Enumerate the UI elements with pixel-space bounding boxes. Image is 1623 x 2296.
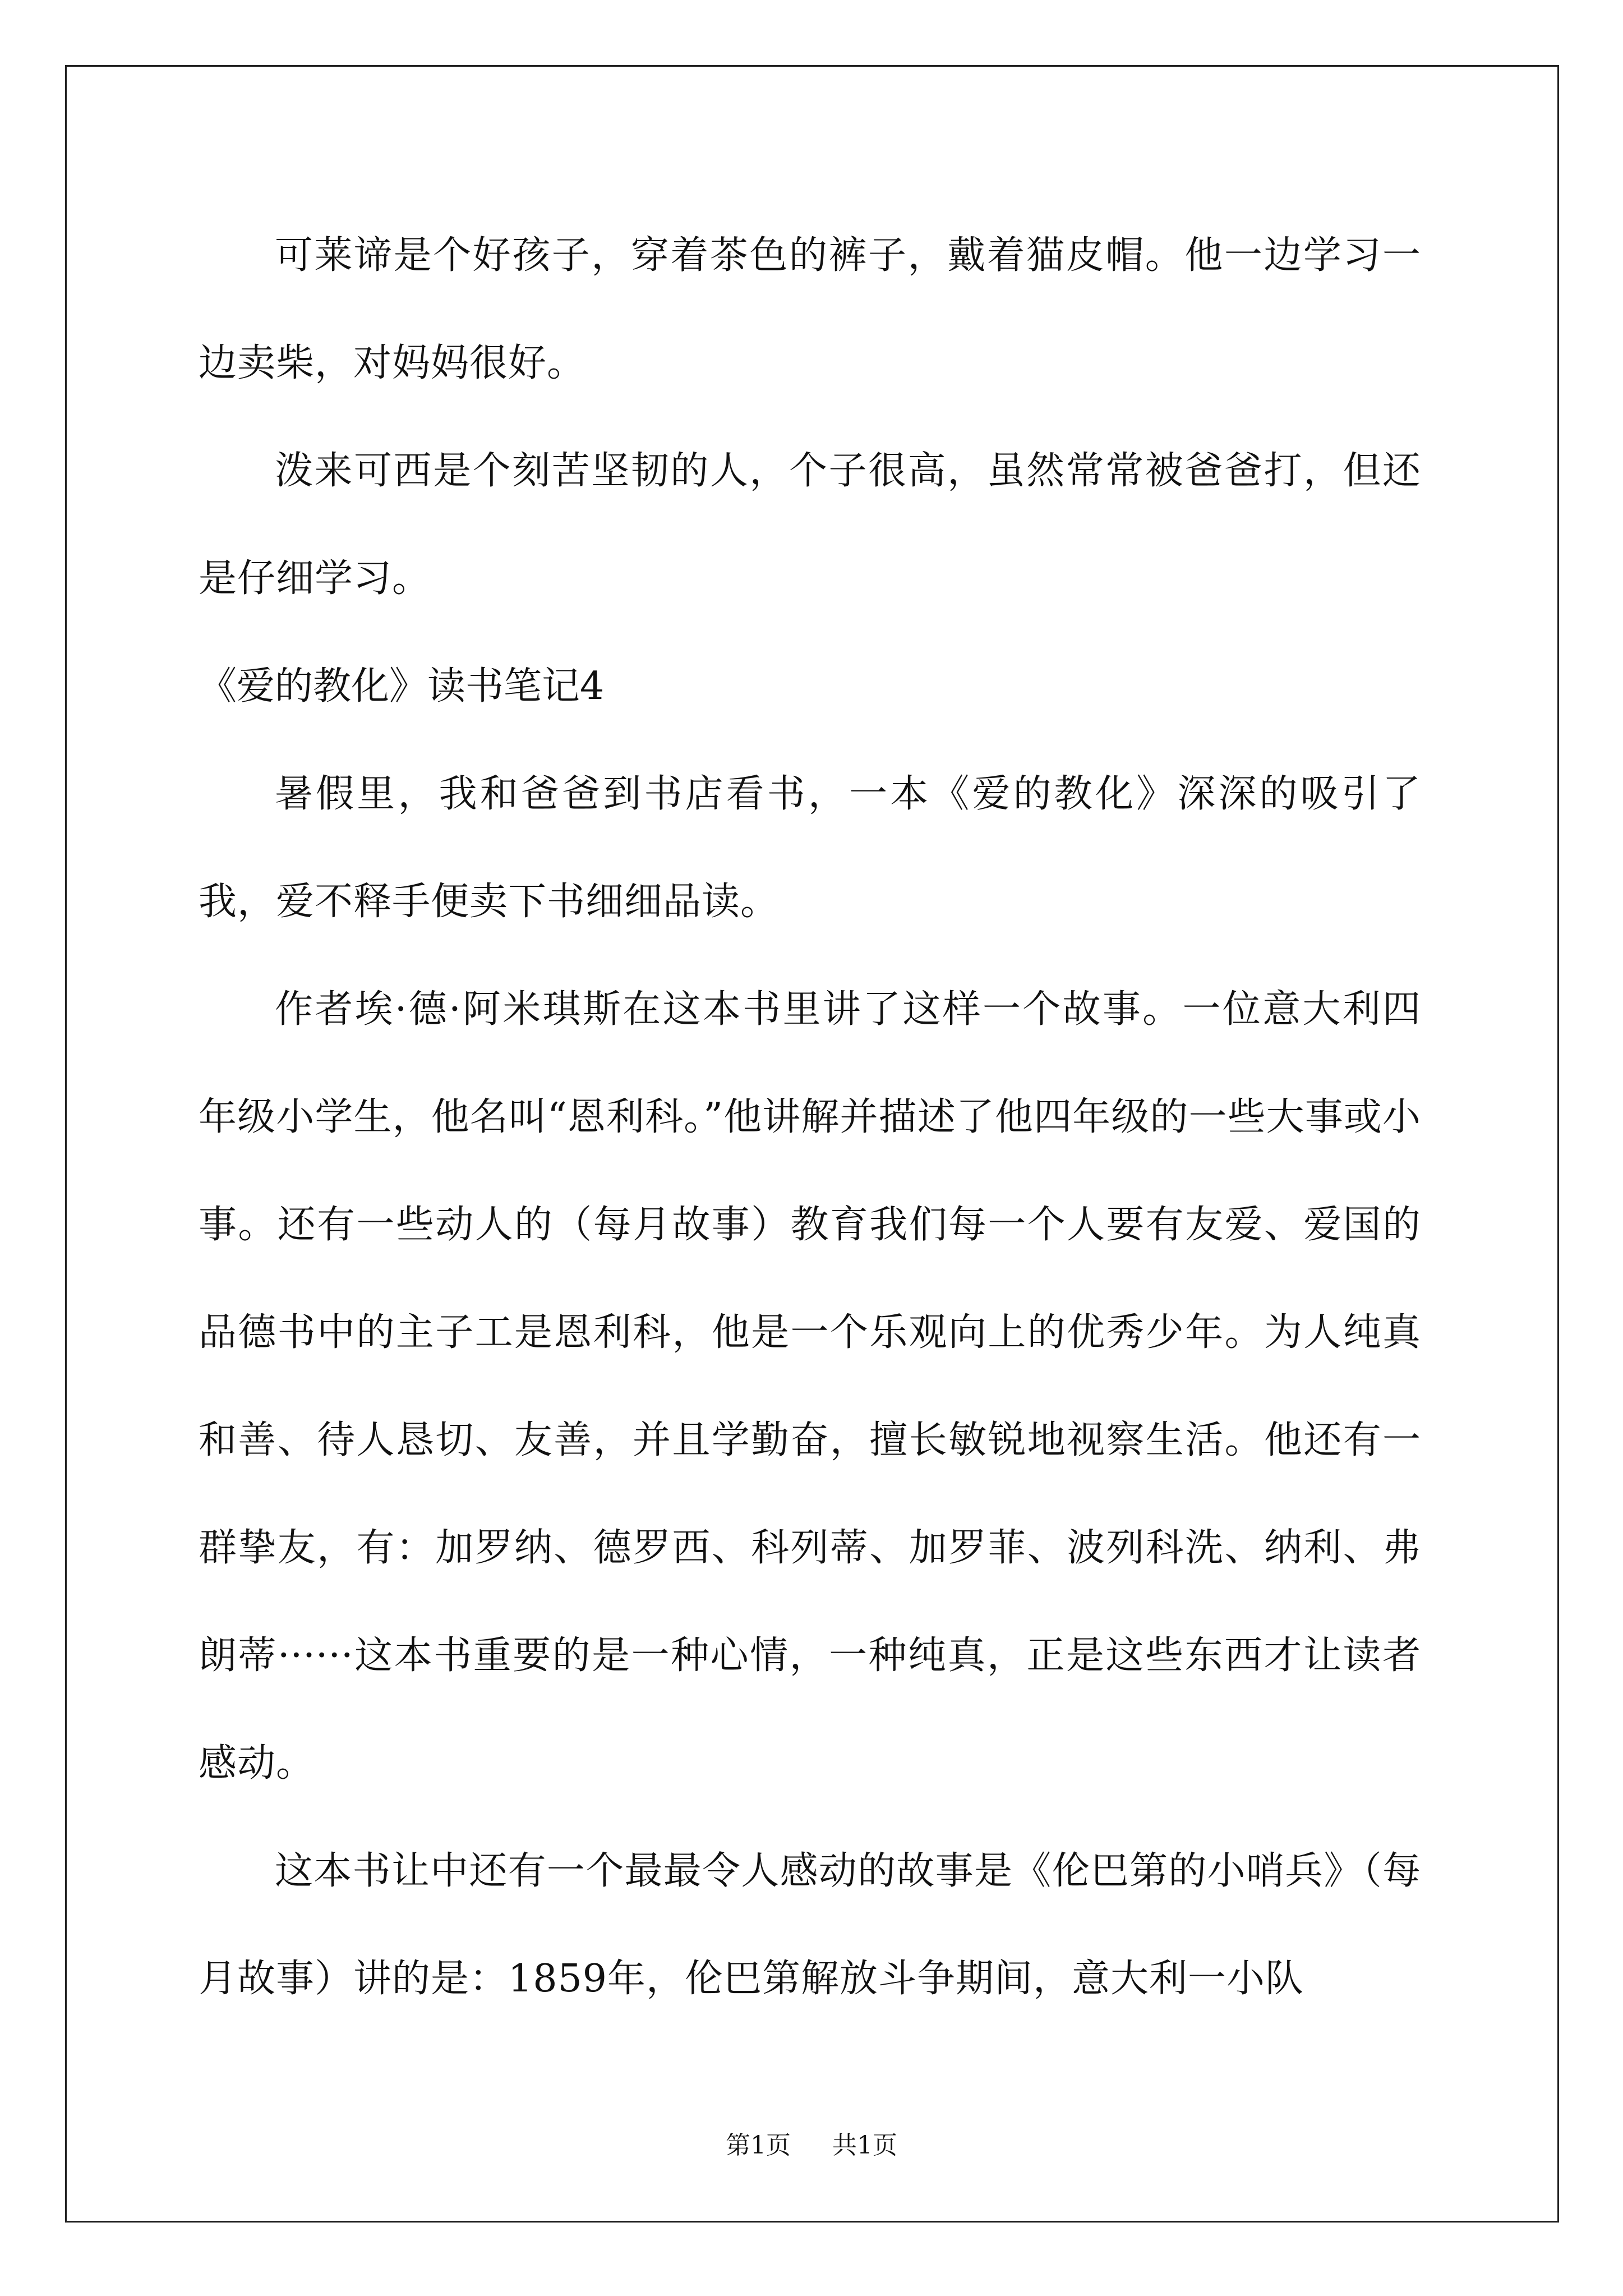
document-body (199, 202, 1421, 2033)
paragraph: 泼来可西是个刻苦坚韧的人，个子很高，虽然常常被爸爸打，但还是仔细学习。 (199, 449, 1421, 601)
paragraph: 暑假里，我和爸爸到书店看书，一本《爱的教化》深深的吸引了我，爱不释手便卖下书细细品读。 (199, 772, 1421, 924)
paragraph: 可莱谛是个好孩子，穿着茶色的裤子，戴着猫皮帽。他一边学习一边卖柴，对妈妈很好。 (199, 233, 1421, 385)
paragraph: 这本书让中还有一个最最令人感动的故事是《伦巴第的小哨兵》（每月故事）讲的是：1859年，伦巴第解放斗争期间，意大利一小队 (199, 1849, 1421, 2001)
page-total: 共1页 (832, 2131, 897, 2160)
page-footer (0, 2125, 1623, 2161)
paragraph: 作者埃·德·阿米琪斯在这本书里讲了这样一个故事。一位意大利四年级小学生，他名叫“恩利科。”他讲解并描述了他四年级的一些大事或小事。还有一些动人的（每月故事）教育我们每一个人要有友爱、爱国的品德书中的主子工是恩利科，他是一个乐观向上的优秀少年。为人纯真和善、待人恳切、友善，并且学勤奋，擅长敏锐地视察生活。他还有一群挚友，有：加罗纳、德罗西、科列蒂、加罗菲、波列科洗、纳利、弗朗蒂······这本书重要的是一种心情，一种纯真，正是这些东西才让读者感动。 (199, 987, 1421, 1786)
page-number: 第1页 (726, 2131, 791, 2160)
section-heading: 《爱的教化》读书笔记4 (199, 664, 605, 708)
